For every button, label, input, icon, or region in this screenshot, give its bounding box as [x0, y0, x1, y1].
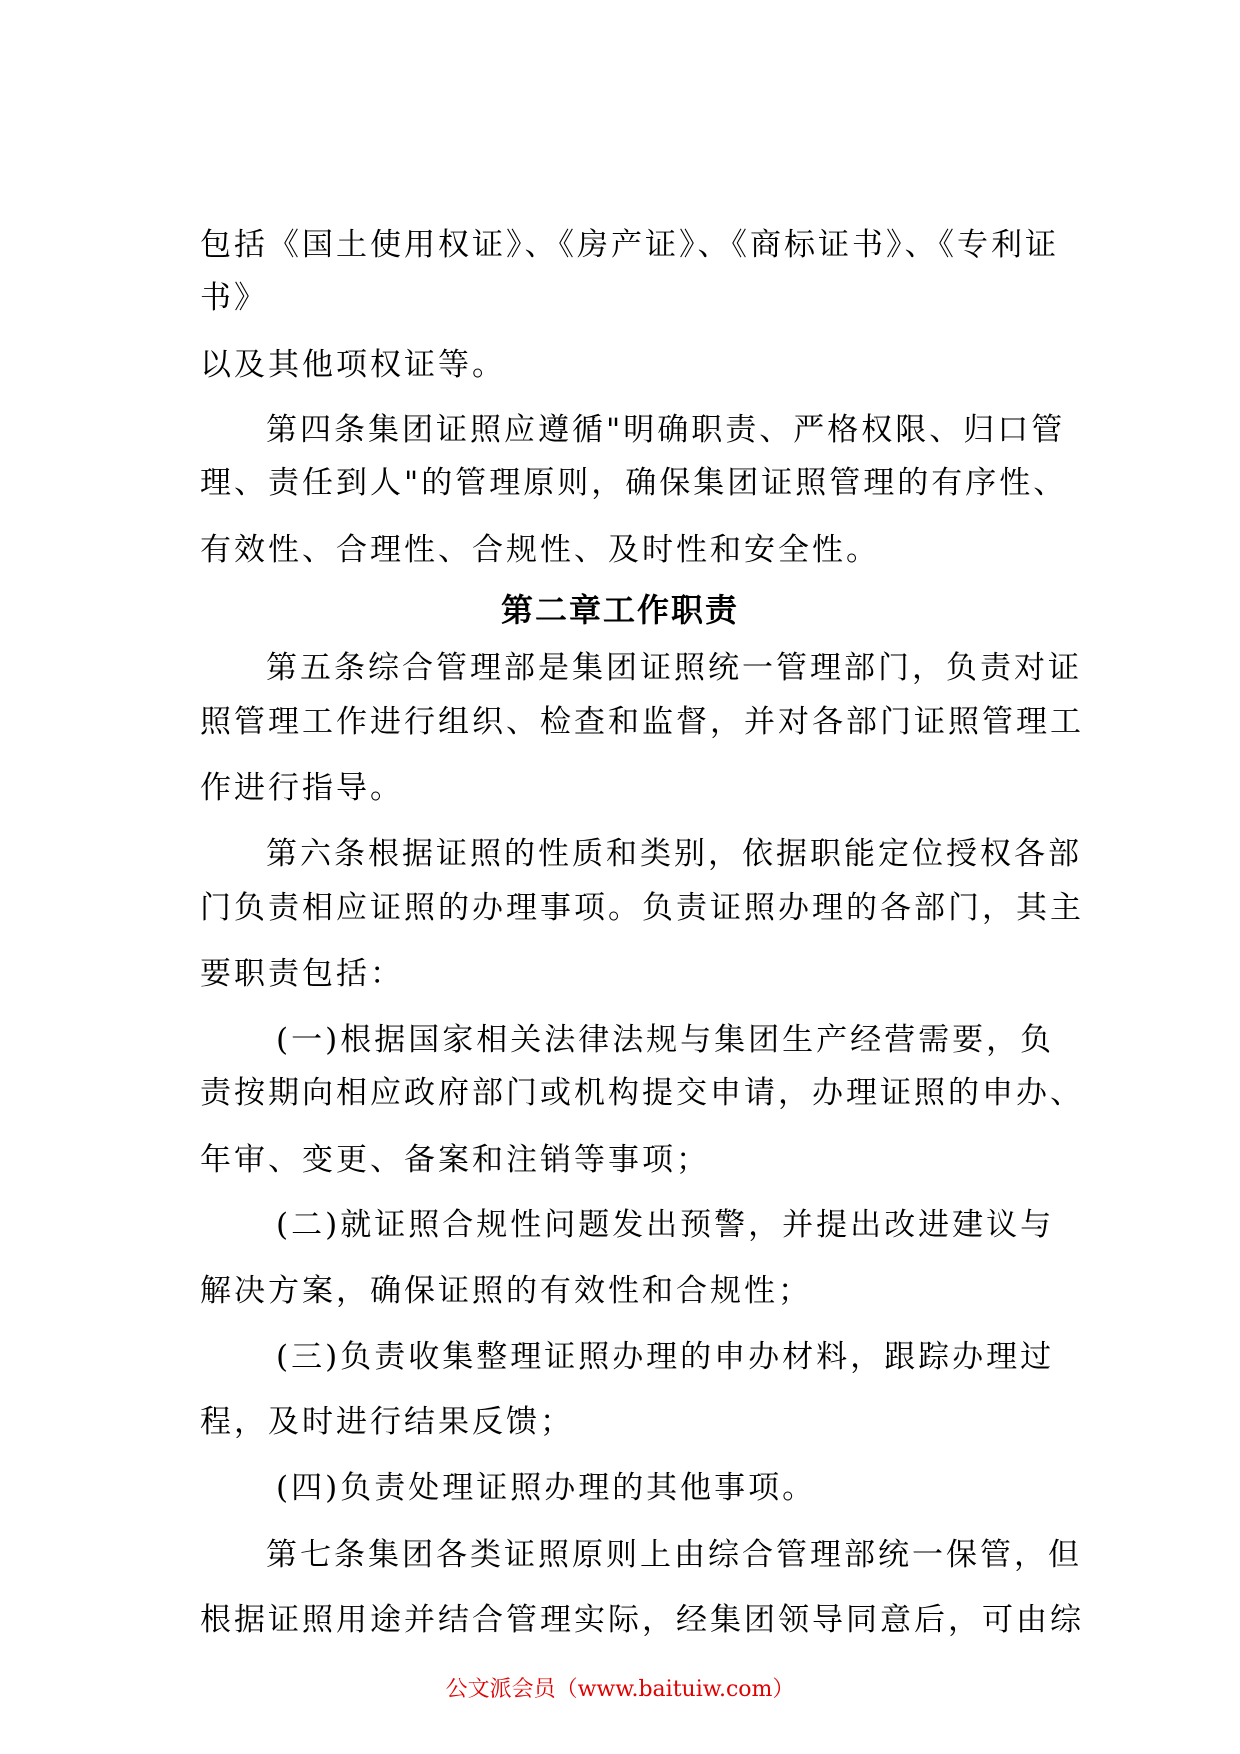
text-line: (二)就证照合规性问题发出预警，并提出改进建议与	[276, 1207, 1055, 1243]
text-line: 第五条综合管理部是集团证照统一管理部门，负责对证	[266, 650, 1082, 686]
text-line: 第七条集团各类证照原则上由综合管理部统一保管，但	[266, 1537, 1082, 1573]
text-line: 照管理工作进行组织、检查和监督，并对各部门证照管理工	[200, 704, 1084, 740]
text-line: 书》	[200, 280, 268, 316]
text-line: 理、责任到人"的管理原则，确保集团证照管理的有序性、	[200, 465, 1068, 501]
text-line: 有效性、合理性、合规性、及时性和安全性。	[200, 532, 880, 568]
text-line: 年审、变更、备案和注销等事项；	[200, 1142, 710, 1178]
chapter-heading: 第二章工作职责	[500, 591, 739, 629]
text-line: 解决方案，确保证照的有效性和合规性；	[200, 1273, 812, 1309]
text-line: 程，及时进行结果反馈；	[200, 1404, 574, 1440]
text-line: 门负责相应证照的办理事项。负责证照办理的各部门，其主	[200, 890, 1084, 926]
text-line: 第四条集团证照应遵循"明确职责、严格权限、归口管	[266, 412, 1066, 448]
text-line: 责按期向相应政府部门或机构提交申请，办理证照的申办、	[200, 1075, 1084, 1111]
text-line: 根据证照用途并结合管理实际，经集团领导同意后，可由综	[200, 1602, 1084, 1638]
text-line: (一)根据国家相关法律法规与集团生产经营需要，负	[276, 1022, 1055, 1058]
text-line: 第六条根据证照的性质和类别，依据职能定位授权各部	[266, 836, 1082, 872]
text-line: 作进行指导。	[200, 770, 404, 806]
text-line: 要职责包括：	[200, 956, 404, 992]
text-line: (三)负责收集整理证照办理的申办材料，跟踪办理过	[276, 1339, 1055, 1375]
text-line: (四)负责处理证照办理的其他事项。	[276, 1470, 817, 1506]
footer-watermark-link[interactable]: 公文派会员（www.baituiw.com）	[445, 1677, 795, 1702]
text-line: 包括《国土使用权证》、《房产证》、《商标证书》、《专利证	[200, 227, 1059, 263]
text-line: 以及其他项权证等。	[200, 347, 506, 383]
